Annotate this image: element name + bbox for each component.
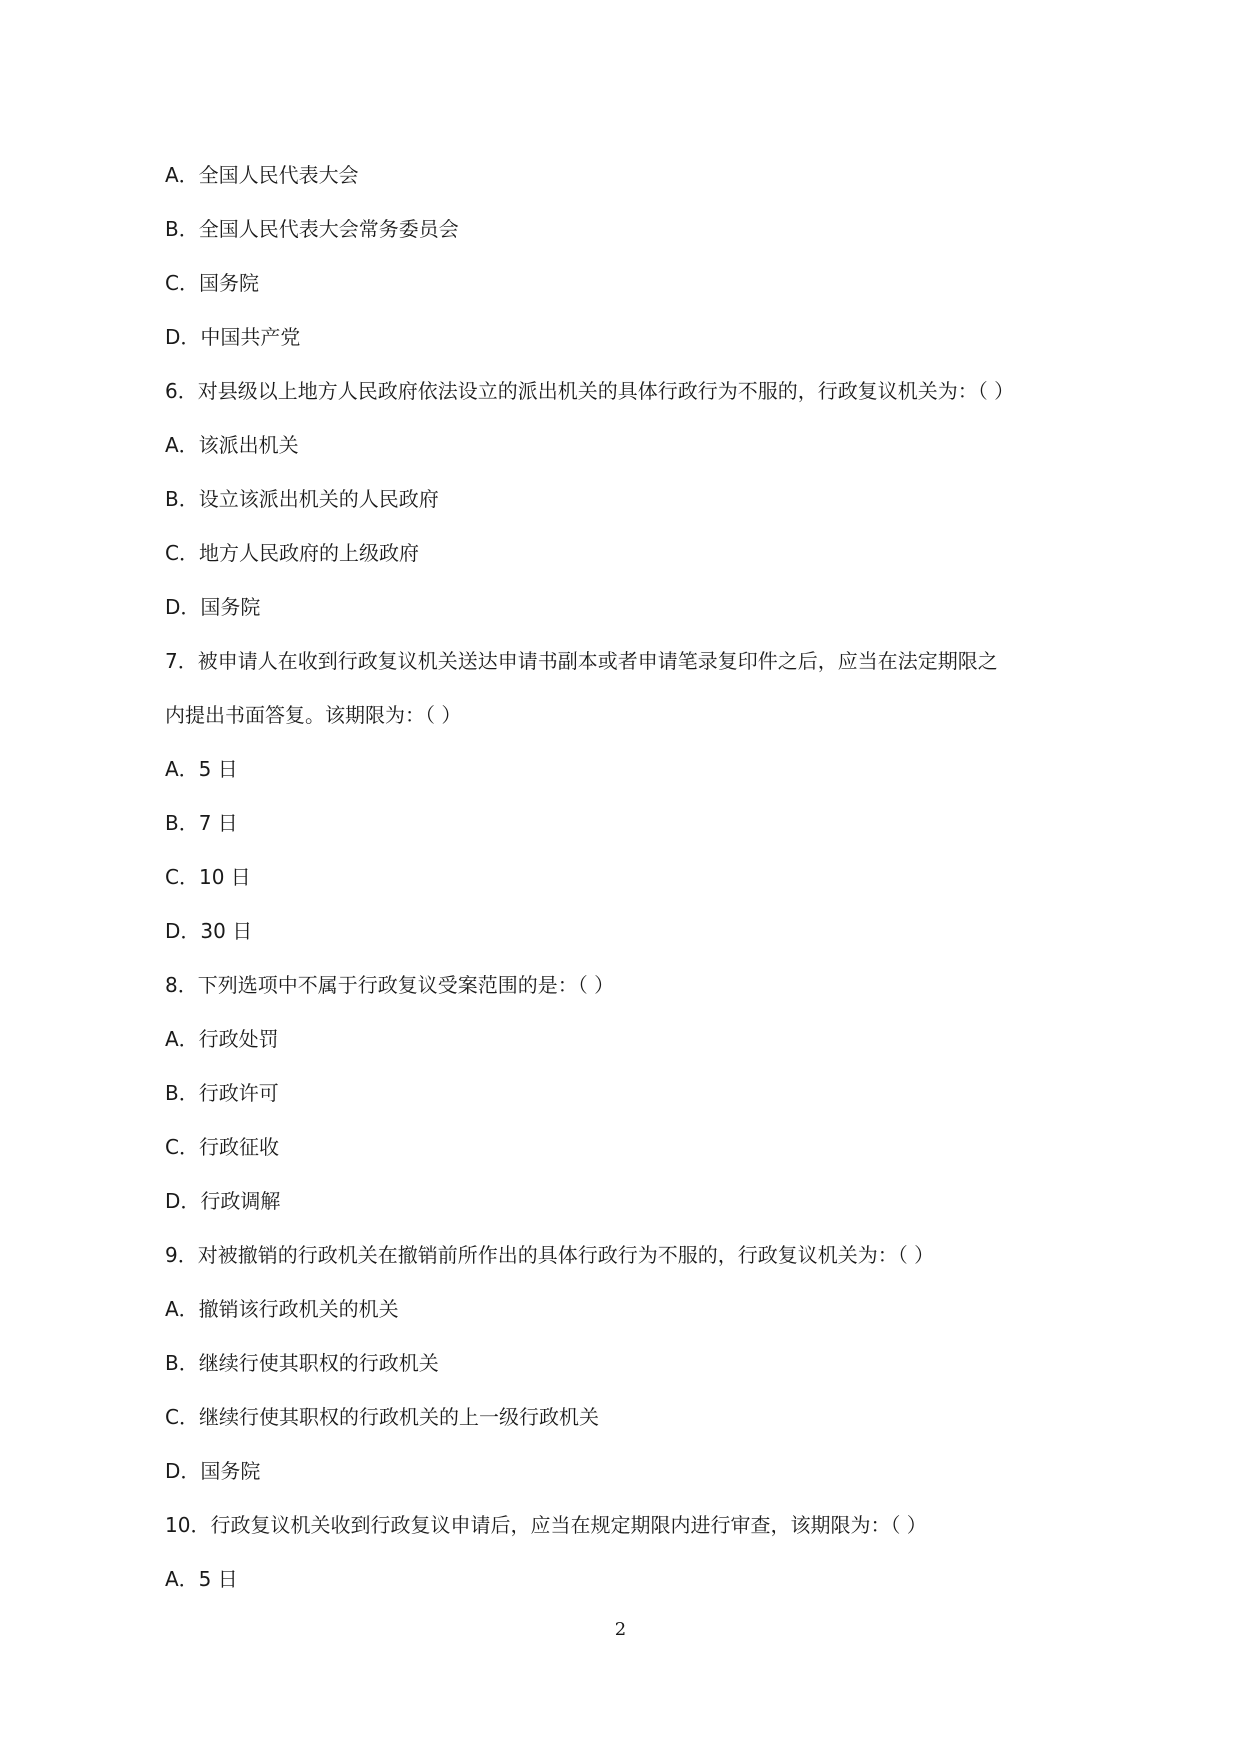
q9-option-a: A．撤销该行政机关的机关 [165,1297,399,1321]
q6-option-b: B．设立该派出机关的人民政府 [165,487,439,511]
q8-option-b: B．行政许可 [165,1081,279,1105]
question-9: 9．对被撤销的行政机关在撤销前所作出的具体行政行为不服的，行政复议机关为：（ ） [165,1243,935,1267]
option-b-line: B．全国人民代表大会常务委员会 [165,217,459,241]
q6-option-a: A．该派出机关 [165,433,299,457]
q9-option-c: C．继续行使其职权的行政机关的上一级行政机关 [165,1405,599,1429]
option-a-line: A．全国人民代表大会 [165,163,359,187]
question-10: 10．行政复议机关收到行政复议申请后，应当在规定期限内进行审查，该期限为：（ ） [165,1513,927,1537]
q7-option-c: C．10 日 [165,865,251,889]
q7-option-b: B．7 日 [165,811,238,835]
question-8: 8．下列选项中不属于行政复议受案范围的是：（ ） [165,973,615,997]
question-6: 6．对县级以上地方人民政府依法设立的派出机关的具体行政行为不服的，行政复议机关为：（ ） [165,379,1015,403]
q8-option-d: D．行政调解 [165,1189,281,1213]
q8-option-c: C．行政征收 [165,1135,279,1159]
q8-option-a: A．行政处罚 [165,1027,279,1051]
q6-option-c: C．地方人民政府的上级政府 [165,541,419,565]
q6-option-d: D．国务院 [165,595,261,619]
question-7-continued: 内提出书面答复。该期限为：（ ） [165,703,462,727]
q9-option-b: B．继续行使其职权的行政机关 [165,1351,439,1375]
question-7: 7．被申请人在收到行政复议机关送达申请书副本或者申请笔录复印件之后，应当在法定期限之 [165,649,998,673]
page-number: 2 [614,1619,627,1640]
q7-option-a: A．5 日 [165,757,238,781]
q9-option-d: D．国务院 [165,1459,261,1483]
option-d-line: D．中国共产党 [165,325,301,349]
option-c-line: C．国务院 [165,271,259,295]
q7-option-d: D．30 日 [165,919,253,943]
q10-option-a: A．5 日 [165,1567,238,1591]
